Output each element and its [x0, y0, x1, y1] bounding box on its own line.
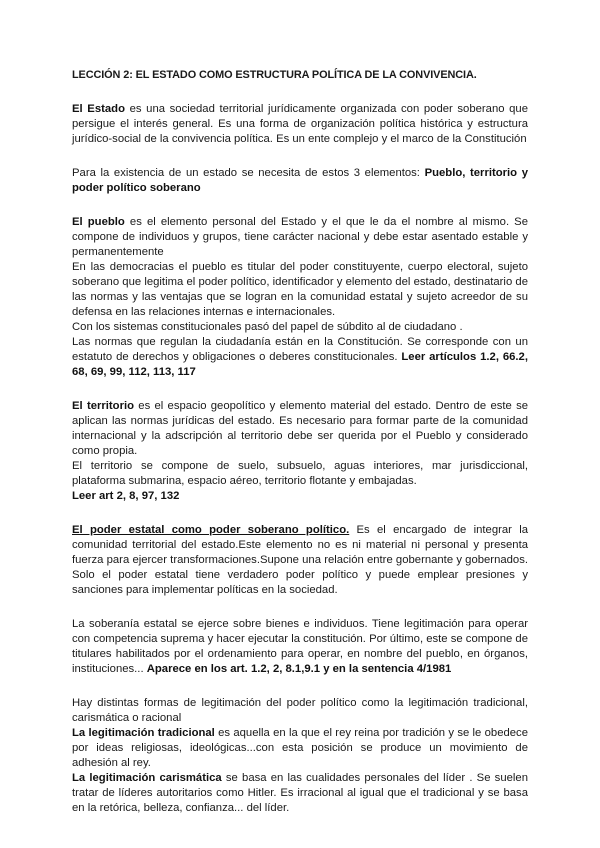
document-page	[72, 68, 528, 816]
paragraph-pueblo-sistemas: Con los sistemas constitucionales pasó del papel de súbdito al de ciudadano .	[72, 321, 463, 333]
paragraph-poder: El poder estatal como poder soberano político. Es el encargado de integrar la comunidad territorial del estado.Este elemento no es ni material ni personal y presenta fuerza para ejercer transformaciones.Supone una relación entre gobernante y gobernados. Solo el poder estatal tiene verdadero poder político y puede emplear presiones y sanciones para implementar políticas en la sociedad.	[72, 524, 528, 596]
paragraph-pueblo-normas: Las normas que regulan la ciudadanía están en la Constitución. Se corresponde con un estatuto de derechos y obligaciones o deberes constitucionales. Leer artículos 1.2, 66.2, 68, 69, 99, 112, 113, 117	[72, 336, 528, 378]
paragraph-territorio-composicion: El territorio se compone de suelo, subsuelo, aguas interiores, mar jurisdiccional, plataforma submarina, espacio aéreo, territorio flotante y embajadas.	[72, 460, 528, 487]
paragraph-legitimacion-intro: Hay distintas formas de legitimación del poder político como la legitimación tradicional, carismática o racional	[72, 697, 528, 724]
paragraph-pueblo-definition: El pueblo es el elemento personal del Estado y el que le da el nombre al mismo. Se compone de individuos y grupos, tiene carácter nacional y debe estar asentado estable y permanentemente	[72, 216, 529, 258]
paragraph-territorio-articulos: Leer art 2, 8, 97, 132	[72, 490, 180, 502]
paragraph-soberania: La soberanía estatal se ejerce sobre bienes e individuos. Tiene legitimación para operar con competencia suprema y hacer ejecutar la constitución. Por último, este se compone de titulares habilitados por el ordenamiento para operar, en nombre del pueblo, en órganos, instituciones... Aparece en los art. 1.2, 2, 8.1,9.1 y en la sentencia 4/1981	[72, 618, 528, 675]
lesson-title: LECCIÓN 2: EL ESTADO COMO ESTRUCTURA POLÍTICA DE LA CONVIVENCIA.	[72, 69, 477, 81]
paragraph-territorio-definition: El territorio es el espacio geopolítico y elemento material del estado. Dentro de este se aplican las normas jurídicas del estado. Es necesario para formar parte de la comunidad internacional y la adscripción al territorio debe ser querida por el Pueblo y considerado como propia.	[72, 400, 529, 457]
paragraph-estado: El Estado es una sociedad territorial jurídicamente organizada con poder soberano que persigue el interés general. Es una forma de organización política histórica y estructura jurídico-social de la convivencia política. Es un ente complejo y el marco de la Constitución	[72, 103, 528, 145]
paragraph-legitimacion-tradicional: La legitimación tradicional es aquella en la que el rey reina por tradición y se le obedece por ideas religiosas, ideológicas...con esta posición se produce un movimiento de adhesión al rey.	[72, 727, 528, 769]
paragraph-pueblo-democracias: En las democracias el pueblo es titular del poder constituyente, cuerpo electoral, sujeto soberano que legitima el poder político, identificador y elemento del estado, destinatario de las normas y las ventajas que se logran en la comunidad estatal y sujeto acreedor de su defensa en las relaciones internas e internacionales.	[72, 261, 528, 318]
paragraph-elementos: Para la existencia de un estado se necesita de estos 3 elementos: Pueblo, territorio y poder político soberano	[72, 167, 528, 194]
paragraph-legitimacion-carismatica: La legitimación carismática se basa en las cualidades personales del líder . Se suelen tratar de líderes autoritarios como Hitler. Es irracional al igual que el tradicional y se basa en la retórica, belleza, confianza... del líder.	[72, 772, 528, 814]
